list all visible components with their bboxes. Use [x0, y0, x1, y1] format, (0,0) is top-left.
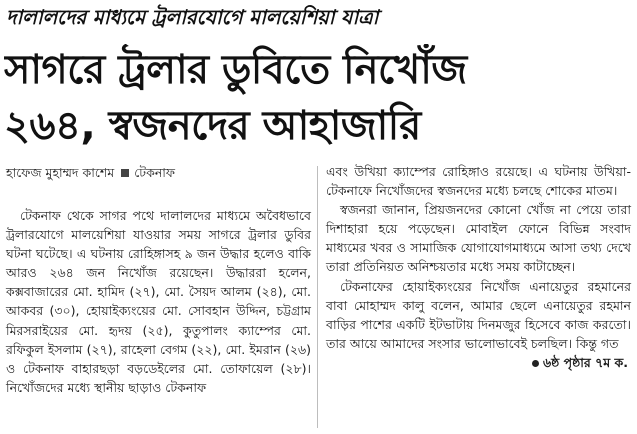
headline-line-2: ২৬৪, স্বজনদের আহাজারি: [4, 103, 421, 149]
continued-note: [326, 353, 631, 372]
column-divider: [317, 166, 318, 428]
byline-author: হাফেজ মুহাম্মদ কাশেম: [6, 165, 115, 180]
right-paragraph-1: এবং উখিয়া ক্যাম্পের রোহিঙ্গাও রয়েছে। এ ঘটনায় উখিয়া-টেকনাফে নিখোঁজদের স্বজনদের মধ্যে চলছে শোকের মাতম।: [326, 164, 631, 199]
square-bullet-icon: [121, 169, 129, 177]
kicker-line: দালালদের মাধ্যমে ট্রলারযোগে মালয়েশিয়া যাত্রা: [6, 5, 379, 29]
left-paragraph-1: টেকনাফ থেকে সাগর পথে দালালদের মাধ্যমে অবৈধভাবে ট্রলারযোগে মালয়েশিয়া যাওয়ার সময় সাগরে ট্রলার ডুবির ঘটনা ঘটেছে। এ ঘটনায় রোহিঙ্গাসহ ৯ জন উদ্ধার হলেও বাকি আরও ২৬৪ জন নিখোঁজ রয়েছেন। উদ্ধাররা হলেন, কক্সবাজারের মো. হামিদ (২৭), মো. সৈয়দ আলম (২৪), মো. আকবর (৩০), হোয়াইক্যংয়ের মো. সোবহান উদ্দিন, চট্টগ্রাম মিরসরাইয়ের মো. হৃদয় (২৫), কুতুপালং ক্যাম্পের মো. রফিকুল ইসলাম (২৭), রাহেলা বেগম (২২), মো. ইমরান (২৬) ও টেকনাফ বাহারছড়া বড়ডেইলের মো. তোফায়েল (২৮)। নিখোঁজদের মধ্যে স্থানীয় ছাড়াও টেকনাফ: [6, 208, 311, 395]
continued-note-text: ৬ষ্ঠ পৃষ্ঠার ৭ম ক.: [542, 354, 628, 370]
left-column: [6, 163, 311, 397]
right-paragraph-2: স্বজনরা জানান, প্রিয়জনদের কোনো খোঁজ না পেয়ে তারা দিশাহারা হয়ে পড়েছেন। মোবাইল ফোনে বিভিন্ন সংবাদ মাধ্যমের খবর ও সামাজিক যোগাযোগমাধ্যমে আসা তথ্য দেখে তারা প্রতিনিয়ত অনিশ্চয়তার মধ্যে সময় কাটাচ্ছেন।: [326, 202, 631, 275]
byline: [6, 163, 311, 182]
headline-line-1: সাগরে ট্রলার ডুবিতে নিখোঁজ: [4, 47, 467, 93]
bullet-dot-icon: [532, 360, 539, 367]
right-column: [326, 162, 631, 372]
byline-location: টেকনাফ: [134, 165, 176, 180]
right-paragraph-3: টেকনাফের হোয়াইক্যংয়ের নিখোঁজ এনায়েতুর রহমানের বাবা মোহাম্মদ কালু বলেন, আমার ছেলে এনায়েতুর রহমান বাড়ির পাশের একটি ইটভাটায় দিনমজুর হিসেবে কাজ করতো। তার আয়ে আমাদের সংসার ভালোভাবেই চলছিল। কিন্তু গত: [326, 278, 631, 351]
